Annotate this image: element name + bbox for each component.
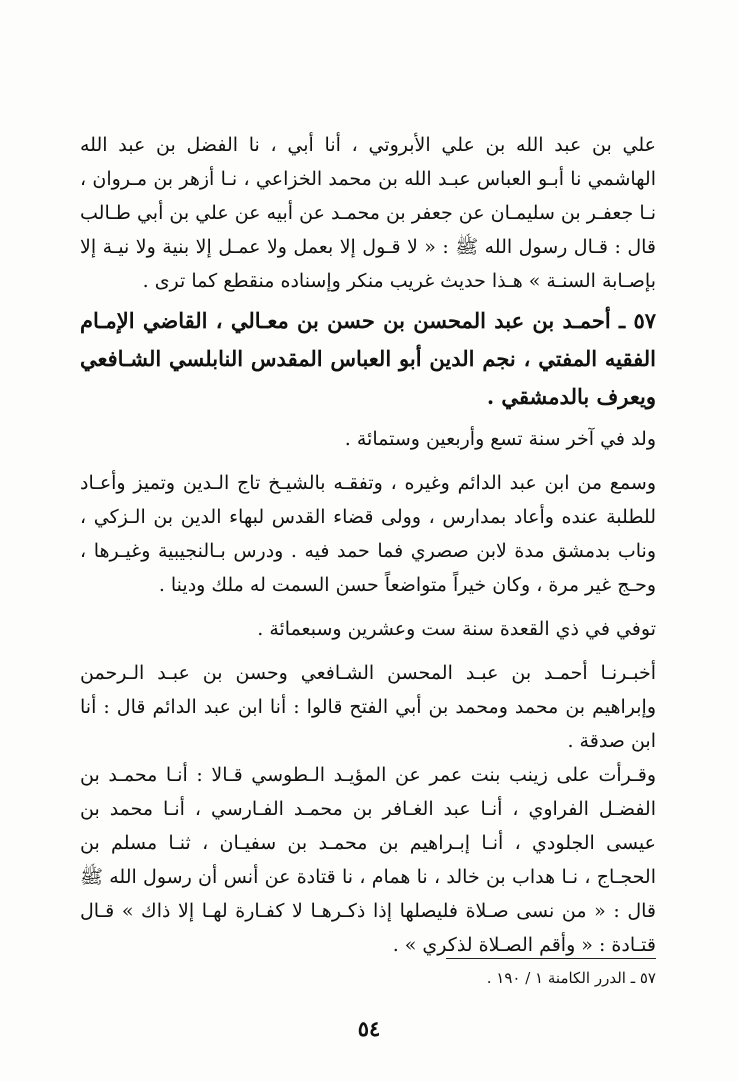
page-body (80, 128, 656, 962)
paragraph-biography: وسمع من ابن عبد الدائم وغيره ، وتفقـه بالشيـخ تاج الـدين وتميز وأعـاد للطلبة عنده وأعاد بمدارس ، وولى قضاء القدس لبهاء الدين بن الـزكي ، وناب بدمشق مدة لابن صصري فما حمد فيه . ودرس بـالنجيبية وغيـرها ، وحـج غير مرة ، وكان خيراً متواضعاً حسن السمت له ملك ودينا . (80, 472, 656, 596)
paragraph-continuation: علي بن عبد الله بن علي الأبروتي ، أنا أبي ، نا الفضل بن عبد الله الهاشمي نا أبـو العباس عبـد الله بن محمد الخزاعي ، نـا أزهر بن مـروان ، نـا جعفـر بن سليمـان عن جعفر بن محمـد عن أبيه عن علي بن أبي طـالب قال : قـال رسول الله ﷺ : « لا قـول إلا بعمل ولا عمـل إلا بنية ولا نيـة إلا بإصـابة السنـة » هـذا حديث غريب منكر وإسناده منقطع كما ترى . (80, 134, 656, 292)
paragraph-birth: ولد في آخر سنة تسع وأربعين وستمائة . (344, 428, 656, 450)
paragraph-chain-2: وقـرأت على زينب بنت عمر عن المؤيـد الـطوسي قـالا : أنـا محمـد بن الفضـل الفراوي ، أنـا عبد الغـافر بن محمـد الفـارسي ، أنـا محمد بن عيسى الجلودي ، أنـا إبـراهيم بن محمـد بن سفيـان ، ثنـا مسلم بن الحجـاج ، نـا هداب بن خالد ، نا همام ، نا قتادة عن أنس أن رسول الله ﷺ قال : « من نسى صـلاة فليصلها إذا ذكـرهـا لا كفـارة لهـا إلا ذاك » قـال قتـادة : « وأقم الصـلاة لذكري » . (80, 764, 656, 956)
entry-heading: ٥٧ ـ أحمـد بن عبد المحسن بن حسن بن معـالي ، القاضي الإمـام الفقيه المفتي ، نجم الدين أبو العباس المقدس النابلسي الشـافعي ويعرف بالدمشقي . (80, 308, 656, 409)
paragraph-chain-1: أخبـرنـا أحمـد بن عبـد المحسن الشـافعي وحسن بن عبـد الـرحمن وإبراهيم بن محمد ومحمد بن أبي الفتح قالوا : أنا ابن عبد الدائم قال : أنا ابن صدقة . (80, 662, 656, 752)
page-number: ٥٤ (357, 1016, 381, 1041)
paragraph-death: توفي في ذي القعدة سنة ست وعشرين وسبعمائة . (257, 618, 656, 640)
footnote: ٥٧ ـ الدرر الكامنة ١ / ١٩٠ . (486, 969, 656, 987)
footnote-divider (446, 958, 656, 959)
